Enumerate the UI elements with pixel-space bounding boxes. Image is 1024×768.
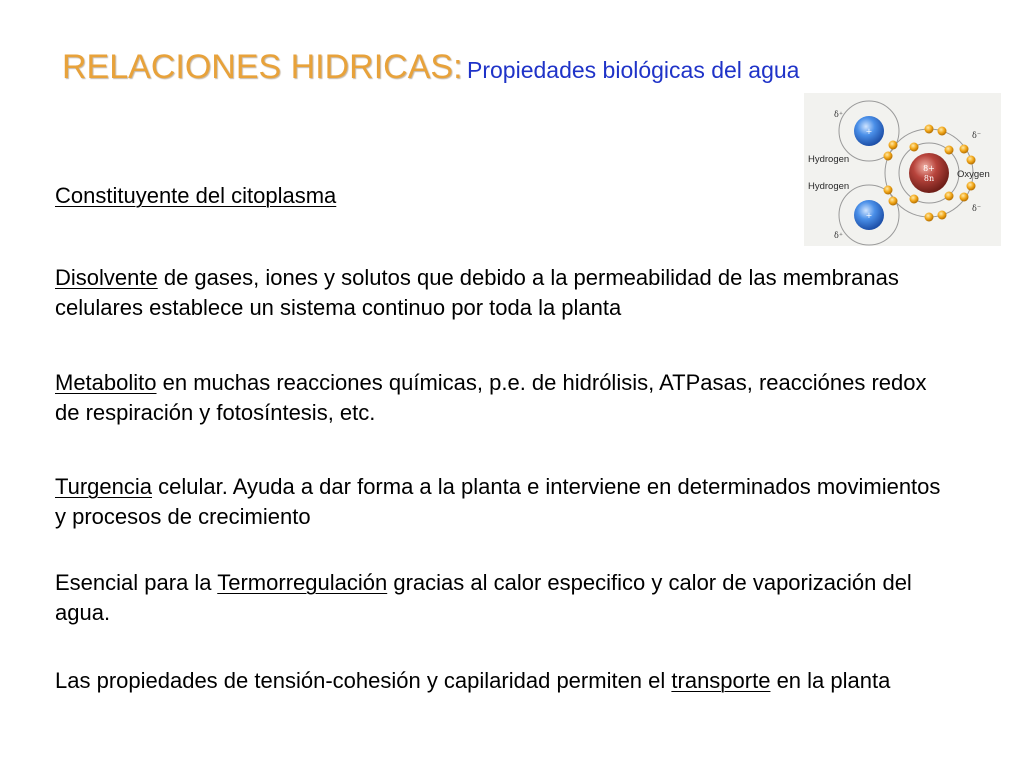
oxygen-neutrons: 8n: [923, 174, 935, 183]
title-colon: :: [453, 48, 463, 86]
proton-symbol-top: +: [865, 127, 873, 136]
bullet-text-before: Las propiedades de tensión-cohesión y capilaridad permiten el: [55, 668, 672, 693]
bullet-text-before: Esencial para la: [55, 570, 218, 595]
bullet-text: celular. Ayuda a dar forma a la planta e interviene en determinados movimientos y procesos de crecimiento: [55, 474, 941, 529]
bullet-termorregulacion: [55, 568, 955, 628]
oxygen-label: Oxygen: [957, 169, 990, 180]
bullet-keyword: Constituyente del citoplasma: [55, 183, 337, 208]
oxygen-protons: 8+: [923, 164, 935, 173]
bullet-disolvente: [55, 263, 955, 323]
bullet-metabolito: [55, 368, 955, 428]
hydrogen-label-bottom: Hydrogen: [808, 181, 850, 192]
bullet-turgencia: [55, 472, 955, 532]
bullet-keyword: Disolvente: [55, 265, 158, 290]
proton-symbol-bottom: +: [865, 211, 873, 220]
bullet-keyword: Termorregulación: [217, 570, 388, 595]
bullet-text: en muchas reacciones químicas, p.e. de hidrólisis, ATPasas, reacciónes redox de respiración y fotosíntesis, etc.: [55, 370, 927, 425]
bullet-text: de gases, iones y solutos que debido a la permeabilidad de las membranas celulares establece un sistema continuo por toda la planta: [55, 265, 899, 320]
bullet-transporte: [55, 666, 955, 696]
slide-title: [62, 50, 799, 84]
bullet-keyword: Turgencia: [55, 474, 153, 499]
water-molecule-icon: [804, 93, 1001, 246]
delta-plus-bottom: δ⁺: [834, 231, 844, 240]
hydrogen-label-top: Hydrogen: [808, 154, 850, 165]
bullet-keyword: transporte: [671, 668, 771, 693]
delta-minus-bottom: δ⁻: [972, 204, 982, 213]
bullet-text: en la planta: [770, 668, 891, 693]
title-subtitle: Propiedades biológicas del agua: [467, 57, 800, 83]
title-main: RELACIONES HIDRICAS: [62, 48, 454, 86]
delta-minus-top: δ⁻: [972, 131, 982, 140]
bullet-text: gracias al calor especifico y calor de vaporización del agua.: [55, 570, 912, 625]
bullet-keyword: Metabolito: [55, 370, 157, 395]
bullet-citoplasma: [55, 181, 955, 211]
delta-plus-top: δ⁺: [834, 110, 844, 119]
